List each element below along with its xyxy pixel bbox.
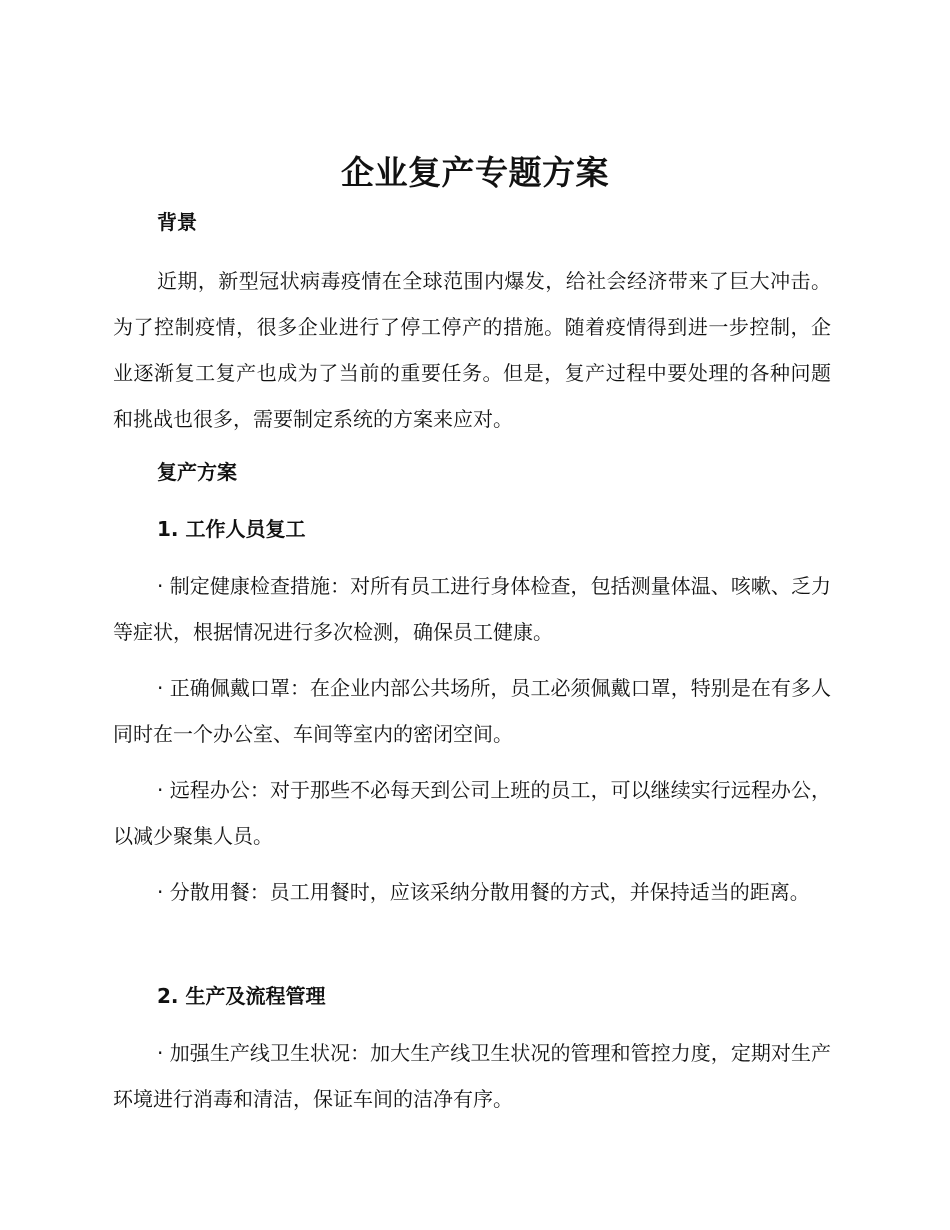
background-heading: 背景 <box>157 210 197 234</box>
background-paragraph: 近期，新型冠状病毒疫情在全球范围内爆发，给社会经济带来了巨大冲击。为了控制疫情，很多企业进行了停工停产的措施。随着疫情得到进一步控制，企业逐渐复工复产也成为了当前的重要任务。但是，复产过程中要处理的各种问题和挑战也很多，需要制定系统的方案来应对。 <box>113 269 831 431</box>
section-heading-production: 2. 生产及流程管理 <box>157 984 326 1008</box>
section-heading-staff: 1. 工作人员复工 <box>157 517 306 541</box>
list-item-remote-work: · 远程办公：对于那些不必每天到公司上班的员工，可以继续实行远程办公，以减少聚集人员。 <box>113 778 831 848</box>
list-item-health-check: · 制定健康检查措施：对所有员工进行身体检查，包括测量体温、咳嗽、乏力等症状，根据情况进行多次检测，确保员工健康。 <box>113 574 831 644</box>
plan-heading: 复产方案 <box>157 460 237 484</box>
document-title: 企业复产专题方案 <box>341 153 609 192</box>
list-item-dining: · 分散用餐：员工用餐时，应该采纳分散用餐的方式，并保持适当的距离。 <box>157 880 810 904</box>
list-item-masks: · 正确佩戴口罩：在企业内部公共场所，员工必须佩戴口罩，特别是在有多人同时在一个办公室、车间等室内的密闭空间。 <box>113 676 831 746</box>
list-item-hygiene: · 加强生产线卫生状况：加大生产线卫生状况的管理和管控力度，定期对生产环境进行消毒和清洁，保证车间的洁净有序。 <box>113 1041 831 1111</box>
